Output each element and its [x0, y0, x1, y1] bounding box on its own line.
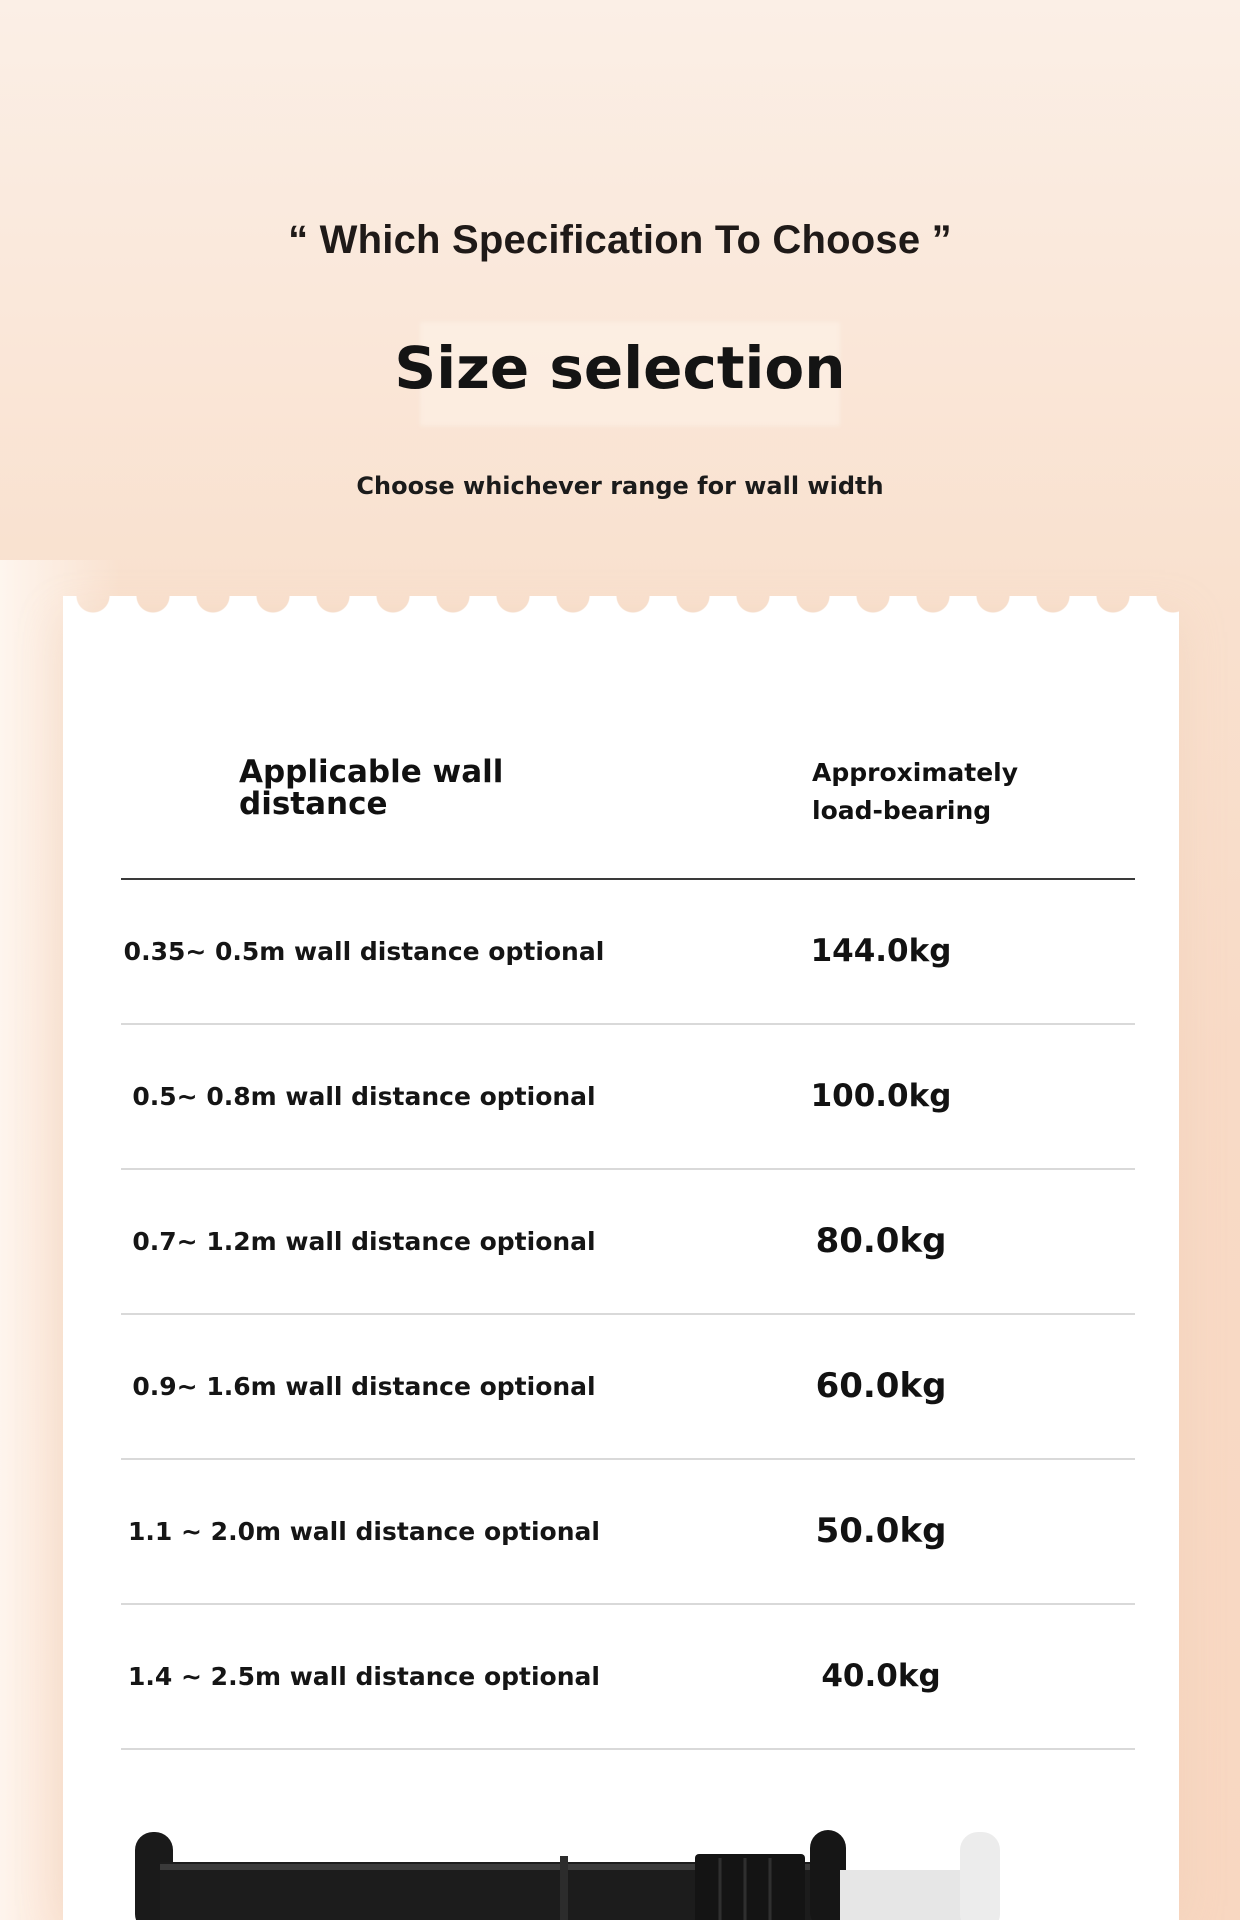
row-load: 40.0kg — [821, 1658, 941, 1694]
row-range: 0.9~ 1.6m wall distance optional — [132, 1372, 596, 1401]
scalloped-edge — [63, 596, 1179, 626]
row-load: 50.0kg — [815, 1511, 947, 1551]
tension-rod-image — [120, 1820, 1120, 1920]
table-row — [121, 1170, 1135, 1315]
spec-title: “ Which Specification To Choose ” — [288, 218, 952, 262]
table-row — [121, 1605, 1135, 1750]
column-header-wall-distance: Applicable wall distance — [239, 754, 504, 822]
table-row — [121, 880, 1135, 1025]
subtitle: Choose whichever range for wall width — [356, 472, 884, 500]
row-range: 1.1 ~ 2.0m wall distance optional — [128, 1517, 600, 1546]
column-header-load-line2: load-bearing — [812, 796, 992, 825]
row-range: 1.4 ~ 2.5m wall distance optional — [128, 1662, 600, 1691]
row-range: 0.35~ 0.5m wall distance optional — [123, 937, 605, 966]
table-row — [121, 1460, 1135, 1605]
row-load: 100.0kg — [810, 1078, 952, 1114]
page-title: Size selection — [394, 334, 846, 402]
column-header-load-bearing — [812, 754, 1092, 830]
row-range: 0.5~ 0.8m wall distance optional — [132, 1082, 596, 1111]
table-row — [121, 1025, 1135, 1170]
row-load: 144.0kg — [810, 933, 952, 969]
row-load: 60.0kg — [815, 1366, 947, 1406]
table-row — [121, 1315, 1135, 1460]
column-header-load-line1: Approximately — [812, 758, 1019, 787]
row-range: 0.7~ 1.2m wall distance optional — [132, 1227, 596, 1256]
size-table — [121, 880, 1135, 1750]
row-load: 80.0kg — [815, 1221, 947, 1261]
